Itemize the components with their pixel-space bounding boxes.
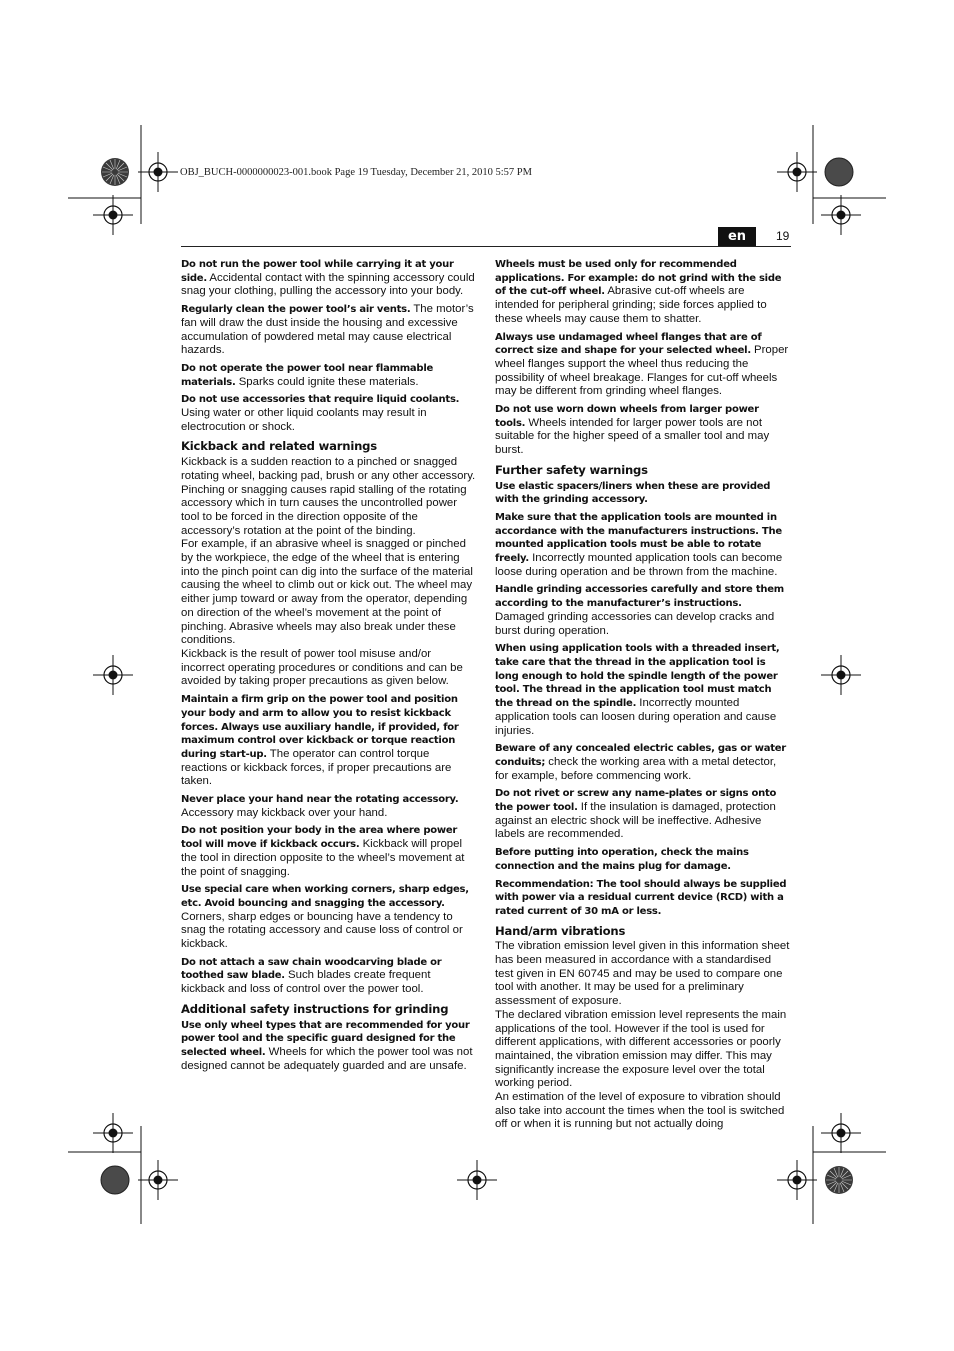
section-heading: Further safety warnings (495, 462, 648, 477)
section-heading: Hand/arm vibrations (495, 923, 626, 938)
registration-mark-icon (138, 1160, 178, 1200)
warning-paragraph: Recommendation: The tool should always be supplied with power via a residual current device (RCD) with a rated current of 30 mA or less. (495, 878, 787, 917)
registration-mark-icon (457, 1160, 497, 1200)
color-wheel-icon (825, 1166, 853, 1194)
right-column (495, 258, 791, 1132)
registration-mark-icon (777, 152, 817, 192)
registration-mark-icon (821, 655, 861, 695)
registration-mark-icon (777, 1160, 817, 1200)
registration-mark-icon (821, 1113, 861, 1153)
body-paragraph: The vibration emission level given in this information sheet has been measured in accordance with a standardised test given in EN 60745 and may be used to compare one tool with another. It may be used for a preliminary assessment of exposure. (495, 940, 790, 1008)
body-paragraph: Kickback is the result of power tool misuse and/or incorrect operating procedures or conditions and can be avoided by taking proper precautions as given below. (181, 647, 463, 688)
warning-paragraph: Do not rivet or screw any name-plates or signs onto the power tool. If the insulation is damaged, protection against an electric shock will be ineffective. Adhesive labels are recommended. (495, 788, 777, 841)
warning-paragraph: Use only wheel types that are recommended for your power tool and the specific guard designed for the selected wheel. Wheels for which the power tool was not designed cannot be adequately guarded and are unsafe. (181, 1019, 473, 1072)
warning-paragraph: Do not run the power tool while carrying it at your side. Accidental contact with the spinning accessory could snag your clothing, pulling the accessory into your body. (181, 259, 475, 298)
section-heading: Kickback and related warnings (181, 439, 377, 454)
registration-mark-icon (93, 655, 133, 695)
registration-mark-icon (93, 195, 133, 235)
section-heading: Additional safety instructions for grinding (181, 1001, 449, 1016)
warning-paragraph: Regularly clean the power tool’s air vents. The motor’s fan will draw the dust inside the housing and excessive accumulation of powdered metal may cause electrical hazards. (181, 303, 474, 357)
body-paragraph: Kickback is a sudden reaction to a pinched or snagged rotating wheel, backing pad, brush or any other accessory. Pinching or snagging causes rapid stalling of the rotating accessory which in turn causes the uncontrolled power tool to be forced in the direction opposite of the accessory’s rotation at the point of the binding. (181, 456, 476, 537)
registration-mark-icon (93, 1113, 133, 1153)
warning-paragraph: Do not attach a saw chain woodcarving blade or toothed saw blade. Such blades create frequent kickback and loss of control over the power tool. (181, 956, 442, 996)
body-paragraph: For example, if an abrasive wheel is snagged or pinched by the workpiece, the edge of the wheel that is entering into the pinch point can dig into the surface of the material causing the wheel to climb out or kick out. The wheel may either jump toward or away from the operator, depending on direction of the wheel’s movement at the point of pinching. Abrasive wheels may also break under these conditions. (181, 538, 473, 647)
registration-mark-icon (138, 152, 178, 192)
left-column (181, 258, 477, 1077)
header-rule (181, 246, 791, 247)
color-wheel-icon (825, 158, 853, 186)
warning-paragraph: Maintain a firm grip on the power tool and position your body and arm to allow you to resist kickback forces. Always use auxiliary handle, if provided, for maximum control over kickback or torque reaction during start-up. The operator can control torque reactions or kickback forces, if proper precautions are taken. (181, 694, 459, 788)
language-badge: en (718, 227, 756, 247)
page-number: 19 (776, 229, 790, 243)
warning-paragraph: Beware of any concealed electric cables, gas or water conduits; check the working area with a metal detector, for example, before commencing work. (495, 743, 786, 782)
warning-paragraph: Do not use worn down wheels from larger power tools. Wheels intended for larger power tools are not suitable for the higher speed of a smaller tool and may burst. (495, 404, 770, 457)
warning-paragraph: Never place your hand near the rotating accessory. Accessory may kickback over your hand. (181, 794, 459, 819)
warning-paragraph: Before putting into operation, check the mains connection and the mains plug for damage. (495, 847, 749, 872)
color-wheel-icon (101, 1166, 129, 1194)
warning-paragraph: Do not position your body in the area where power tool will move if kickback occurs. Kickback will propel the tool in direction opposite to the wheel’s movement at the point of snagging. (181, 825, 465, 878)
warning-paragraph: Make sure that the application tools are mounted in accordance with the manufacturers instructions. The mounted application tools must be able to rotate freely. Incorrectly mounted application tools can become loose during operation and be thrown from the machine. (495, 511, 783, 578)
body-paragraph: An estimation of the level of exposure to vibration should also take into account the times when the tool is switched off or when it is running but not actually doing (495, 1091, 785, 1131)
warning-paragraph: When using application tools with a threaded insert, take care that the thread in the application tool is long enough to hold the spindle length of the power tool. The thread in the application tool must match the thread on the spindle. Incorrectly mounted application tools can loosen during operation and cause injuries. (495, 643, 780, 737)
body-paragraph: The declared vibration emission level represents the main applications of the tool. However if the tool is used for different applications, with different accessories or poorly maintained, the vibration emission may differ. This may significantly increase the exposure level over the total working period. (495, 1008, 787, 1090)
registration-mark-icon (821, 195, 861, 235)
color-wheel-icon (101, 158, 129, 186)
warning-paragraph: Handle grinding accessories carefully and store them according to the manufacturer’s instructions. Damaged grinding accessories can develop cracks and burst during operation. (495, 584, 784, 637)
warning-paragraph: Use special care when working corners, sharp edges, etc. Avoid bouncing and snagging the accessory. Corners, sharp edges or bouncing have a tendency to snag the rotating accessory and cause loss of control or kickback. (181, 884, 469, 951)
warning-paragraph: Wheels must be used only for recommended applications. For example: do not grind with the side of the cut-off wheel. Abrasive cut-off wheels are intended for peripheral grinding; side forces applied to these wheels may cause them to shatter. (495, 259, 782, 325)
warning-paragraph: Always use undamaged wheel flanges that are of correct size and shape for your selected wheel. Proper wheel flanges support the wheel thus reducing the possibility of wheel breakage. Flanges for cut-off wheels may be different from grinding wheel flanges. (495, 331, 789, 398)
warning-paragraph: Do not operate the power tool near flammable materials. Sparks could ignite these materials. (181, 362, 434, 388)
warning-paragraph: Do not use accessories that require liquid coolants. Using water or other liquid coolants may result in electrocution or shock. (181, 394, 460, 433)
warning-paragraph: Use elastic spacers/liners when these are provided with the grinding accessory. (495, 480, 771, 506)
file-slug: OBJ_BUCH-0000000023-001.book Page 19 Tuesday, December 21, 2010 5:57 PM (180, 167, 532, 178)
